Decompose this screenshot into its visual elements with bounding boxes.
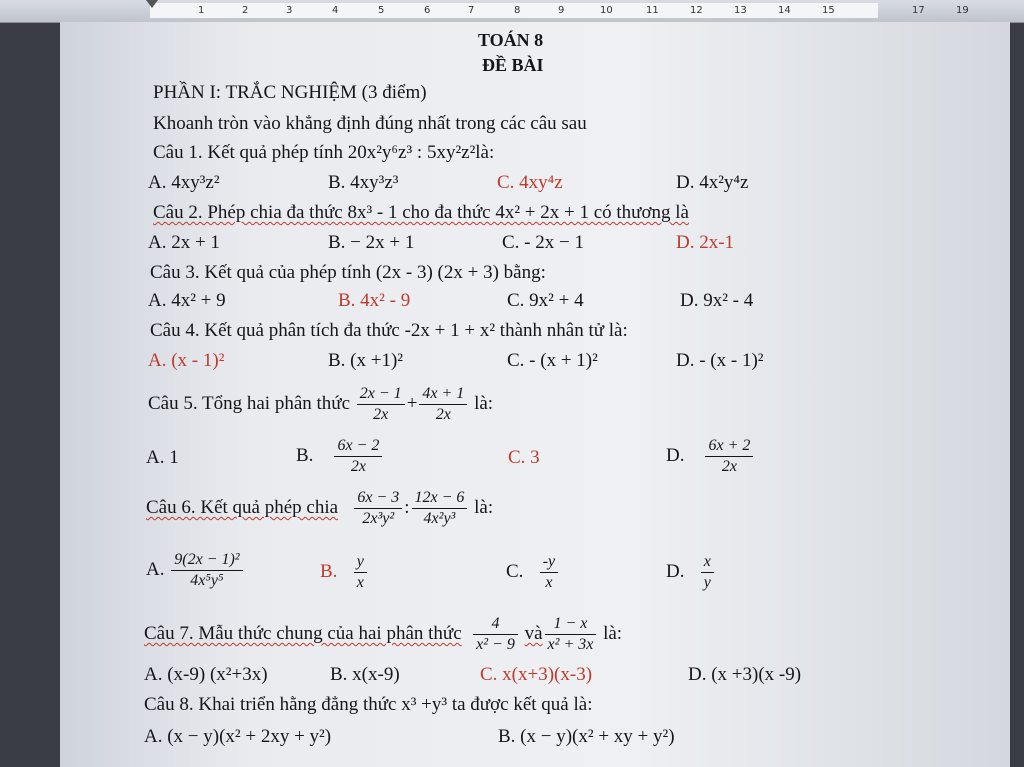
q7-f1-den: x² − 9 (476, 636, 515, 653)
ruler-tick: 6 (424, 5, 431, 16)
q5-plus: + (406, 392, 418, 414)
q6-f2-den: 4x²y³ (423, 510, 456, 527)
section-title: PHẦN I: TRẮC NGHIỆM (3 điểm) (153, 82, 427, 103)
q6-b-label: B. (320, 560, 338, 582)
q5-option-d (666, 436, 755, 477)
q7-stem: Câu 7. Mẫu thức chung của hai phân thức (144, 622, 462, 644)
q5-b-label: B. (296, 444, 314, 466)
q5-d-num: 6x + 2 (705, 436, 753, 457)
ruler-tick: 15 (822, 5, 835, 16)
question-2: Câu 2. Phép chia đa thức 8x³ - 1 cho đa thức 4x² + 2x + 1 có thương là (153, 202, 689, 223)
q6-a-label: A. (146, 558, 165, 580)
ruler-tick: 3 (286, 5, 293, 16)
q6-d-fraction (701, 552, 714, 593)
q5-fraction-1 (357, 384, 405, 425)
ruler-tick: 7 (468, 5, 475, 16)
q7-fraction-1 (473, 614, 518, 655)
q6-b-num: y (354, 552, 367, 573)
q6-d-label: D. (666, 560, 685, 582)
q3-option-d: D. 9x² - 4 (680, 290, 754, 311)
ruler-tick: 12 (690, 5, 703, 16)
q7-option-b: B. x(x-9) (330, 664, 400, 685)
q3-option-b: B. 4x² - 9 (338, 290, 411, 311)
q6-option-c (506, 552, 560, 593)
q6-c-label: C. (506, 560, 524, 582)
q5-stem: Câu 5. Tổng hai phân thức (148, 392, 351, 414)
q4-option-b: B. (x +1)² (328, 350, 403, 371)
question-3: Câu 3. Kết quả của phép tính (2x - 3) (2x + 3) bằng: (150, 262, 546, 283)
q6-b-den: x (356, 574, 364, 591)
ruler-tick: 1 (198, 5, 205, 16)
q2-option-d: D. 2x-1 (676, 232, 735, 253)
ruler (0, 0, 1024, 23)
q7-va: và (524, 622, 543, 644)
q5-b-den: 2x (350, 458, 366, 475)
q6-f2-num: 12x − 6 (412, 488, 468, 509)
q1-option-d: D. 4x²y⁴z (676, 172, 749, 193)
q6-tail: là: (474, 496, 494, 518)
q6-fraction-2 (412, 488, 468, 529)
q6-a-num: 9(2x − 1)² (171, 550, 242, 571)
q8-option-a: A. (x − y)(x² + 2xy + y²) (144, 726, 332, 747)
ruler-tick: 4 (332, 5, 339, 16)
q5-f1-num: 2x − 1 (357, 384, 405, 405)
ruler-tick: 9 (558, 5, 565, 16)
q5-d-den: 2x (721, 458, 737, 475)
indent-marker[interactable] (146, 0, 158, 8)
q1-option-c: C. 4xy⁴z (497, 172, 563, 193)
q5-option-a: A. 1 (146, 447, 179, 468)
q5-tail: là: (474, 392, 494, 414)
q5-f1-den: 2x (373, 406, 389, 423)
q6-option-a (146, 550, 245, 591)
q6-stem: Câu 6. Kết quả phép chia (146, 496, 339, 518)
q6-a-den: 4x⁵y⁵ (190, 572, 224, 589)
ruler-tick: 13 (734, 5, 747, 16)
q4-option-c: C. - (x + 1)² (507, 350, 598, 371)
q6-colon: : (404, 496, 410, 518)
question-8: Câu 8. Khai triển hằng đẳng thức x³ +y³ ta được kết quả là: (144, 694, 593, 715)
q1-option-a: A. 4xy³z² (148, 172, 220, 193)
q5-d-fraction (705, 436, 753, 477)
q5-option-c: C. 3 (508, 447, 540, 468)
q5-b-fraction (334, 436, 382, 477)
q6-f1-den: 2x³y² (362, 510, 395, 527)
q7-fraction-2 (545, 614, 597, 655)
ruler-tick: 17 (912, 5, 925, 16)
ruler-tick: 2 (242, 5, 249, 16)
q7-f2-num: 1 − x (545, 614, 597, 635)
question-7 (144, 614, 622, 655)
question-4: Câu 4. Kết quả phân tích đa thức -2x + 1 + x² thành nhân tử là: (150, 320, 628, 341)
q6-option-d (666, 552, 716, 593)
q7-f2-den: x² + 3x (547, 636, 594, 653)
q5-fraction-2 (419, 384, 467, 425)
ruler-tick: 11 (646, 5, 659, 16)
q7-option-d: D. (x +3)(x -9) (688, 664, 802, 685)
ruler-tick: 8 (514, 5, 521, 16)
q3-option-c: C. 9x² + 4 (507, 290, 584, 311)
q1-option-b: B. 4xy³z³ (328, 172, 399, 193)
q5-b-num: 6x − 2 (334, 436, 382, 457)
q6-d-den: y (703, 574, 711, 591)
q5-f2-num: 4x + 1 (419, 384, 467, 405)
ruler-tick: 14 (778, 5, 791, 16)
q6-b-fraction (354, 552, 367, 593)
q4-option-d: D. - (x - 1)² (676, 350, 764, 371)
doc-title: TOÁN 8 (478, 30, 544, 50)
q6-fraction-1 (354, 488, 402, 529)
question-6 (146, 488, 493, 529)
ruler-tick: 19 (956, 5, 969, 16)
q6-option-b (320, 552, 369, 593)
q5-option-b (296, 436, 384, 477)
ruler-tick: 10 (600, 5, 613, 16)
q7-option-a: A. (x-9) (x²+3x) (144, 664, 268, 685)
q5-f2-den: 2x (435, 406, 451, 423)
q7-f1-num: 4 (473, 614, 518, 635)
q7-option-c: C. x(x+3)(x-3) (480, 664, 593, 685)
q3-option-a: A. 4x² + 9 (148, 290, 226, 311)
q6-c-den: x (545, 574, 553, 591)
q2-option-b: B. − 2x + 1 (328, 232, 415, 253)
q5-d-label: D. (666, 444, 685, 466)
q4-option-a: A. (x - 1)² (148, 350, 225, 371)
doc-subtitle: ĐỀ BÀI (482, 55, 544, 75)
q2-option-c: C. - 2x − 1 (502, 232, 584, 253)
question-1: Câu 1. Kết quả phép tính 20x²y⁶z³ : 5xy²z²là: (153, 142, 495, 163)
q8-option-b: B. (x − y)(x² + xy + y²) (498, 726, 675, 747)
q6-f1-num: 6x − 3 (354, 488, 402, 509)
q7-tail: là: (603, 622, 623, 644)
q6-c-fraction (540, 552, 558, 593)
ruler-tick: 5 (378, 5, 385, 16)
q6-c-num: -y (540, 552, 558, 573)
document-page[interactable] (60, 22, 1010, 767)
q6-d-num: x (701, 552, 714, 573)
question-5 (148, 384, 493, 425)
q6-a-fraction (171, 550, 242, 591)
q2-option-a: A. 2x + 1 (148, 232, 220, 253)
section-instruction: Khoanh tròn vào khẳng định đúng nhất trong các câu sau (153, 113, 587, 134)
